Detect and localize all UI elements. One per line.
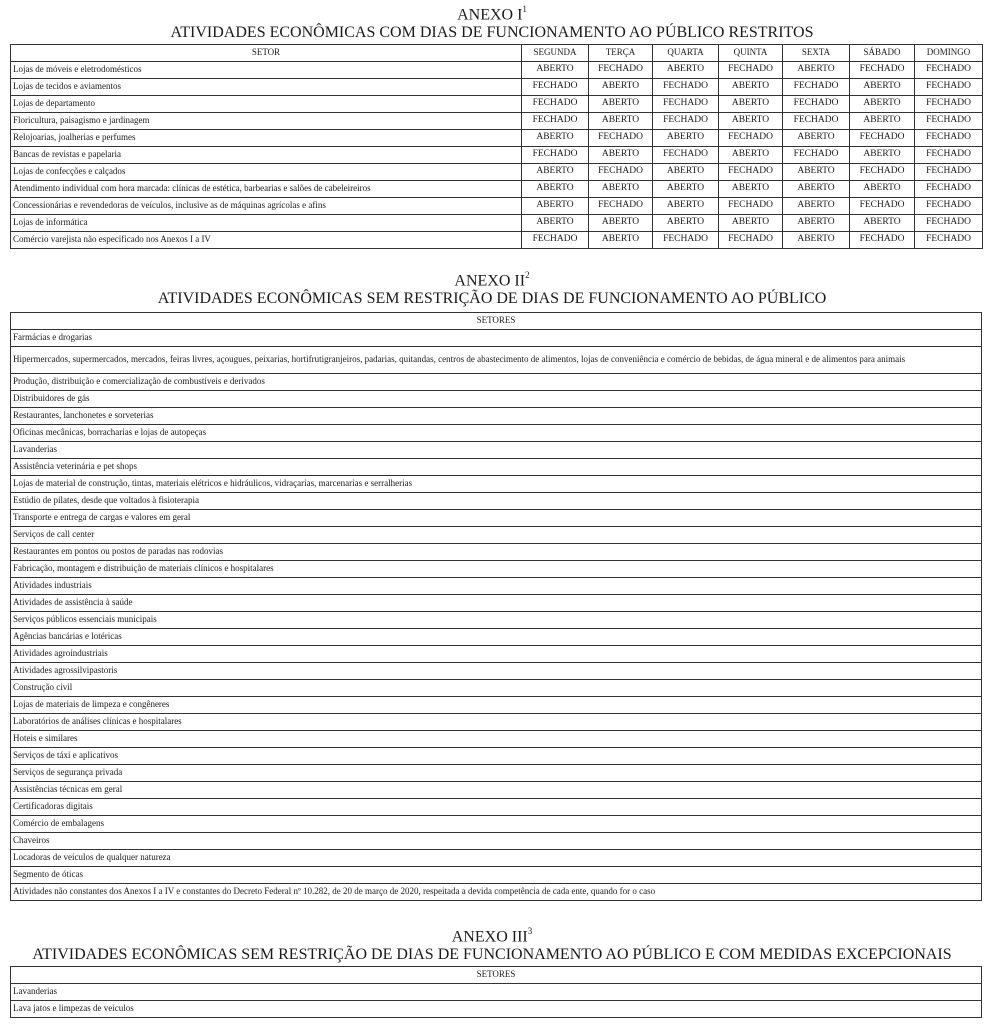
sector-cell: Restaurantes, lanchonetes e sorveterias (11, 408, 982, 425)
table-row (11, 164, 983, 181)
table-row (11, 663, 982, 680)
table-row (11, 330, 982, 347)
status-cell: FECHADO (850, 130, 915, 147)
day-header: QUINTA (719, 45, 783, 62)
annex-2-table (10, 312, 982, 901)
sector-cell: Laboratórios de análises clínicas e hospitalares (11, 714, 982, 731)
status-cell: FECHADO (783, 79, 850, 96)
status-cell: ABERTO (850, 147, 915, 164)
sector-cell: Serviços de call center (11, 527, 982, 544)
sector-cell: Lojas de informática (11, 215, 522, 232)
table-row (11, 1001, 982, 1018)
status-cell: ABERTO (589, 96, 653, 113)
table-row (11, 782, 982, 799)
table-row (11, 493, 982, 510)
table-row (11, 748, 982, 765)
status-cell: ABERTO (589, 232, 653, 249)
status-cell: FECHADO (719, 62, 783, 79)
status-cell: FECHADO (915, 96, 983, 113)
status-cell: ABERTO (850, 79, 915, 96)
status-cell: FECHADO (719, 164, 783, 181)
table-row (11, 147, 983, 164)
sector-cell: Lojas de departamento (11, 96, 522, 113)
status-cell: FECHADO (915, 181, 983, 198)
status-cell: ABERTO (653, 130, 719, 147)
status-cell: ABERTO (719, 79, 783, 96)
status-cell: FECHADO (915, 198, 983, 215)
sector-cell: Lava jatos e limpezas de veículos (11, 1001, 982, 1018)
status-cell: FECHADO (719, 198, 783, 215)
status-cell: ABERTO (783, 164, 850, 181)
table-row (11, 79, 983, 96)
table-row (11, 113, 983, 130)
sector-cell: Agências bancárias e lotéricas (11, 629, 982, 646)
table-row (11, 408, 982, 425)
table-row (11, 232, 983, 249)
status-cell: FECHADO (589, 198, 653, 215)
annex-2-header-row (11, 313, 982, 330)
table-row (11, 816, 982, 833)
sector-cell: Farmácias e drogarias (11, 330, 982, 347)
table-row (11, 612, 982, 629)
annex-1-section (0, 6, 984, 249)
sector-cell: Comércio varejista não especificado nos Anexos I a IV (11, 232, 522, 249)
sector-cell: Restaurantes em pontos ou postos de paradas nas rodovias (11, 544, 982, 561)
table-row (11, 181, 983, 198)
sector-cell: Lavanderias (11, 984, 982, 1001)
day-header: SEGUNDA (522, 45, 589, 62)
table-row (11, 374, 982, 391)
table-row (11, 697, 982, 714)
status-cell: FECHADO (915, 130, 983, 147)
table-row (11, 476, 982, 493)
day-header: QUARTA (653, 45, 719, 62)
status-cell: ABERTO (850, 113, 915, 130)
annex-3-header-row (11, 967, 982, 984)
table-row (11, 850, 982, 867)
sector-cell: Fabricação, montagem e distribuição de materiais clínicos e hospitalares (11, 561, 982, 578)
table-row (11, 680, 982, 697)
table-row (11, 347, 982, 374)
status-cell: ABERTO (522, 198, 589, 215)
table-row (11, 646, 982, 663)
sector-cell: Lavanderias (11, 442, 982, 459)
sector-cell: Produção, distribuição e comercialização de combustíveis e derivados (11, 374, 982, 391)
sector-cell: Construção civil (11, 680, 982, 697)
annex-3-title: ATIVIDADES ECONÔMICAS SEM RESTRIÇÃO DE DIAS DE FUNCIONAMENTO AO PÚBLICO E COM MEDIDAS EXCEPCIONAIS (32, 946, 952, 964)
sector-cell: Lojas de confecções e calçados (11, 164, 522, 181)
sector-cell: Lojas de tecidos e aviamentos (11, 79, 522, 96)
status-cell: FECHADO (653, 113, 719, 130)
annex-1-heading (0, 6, 984, 44)
annex-1-header-row (11, 45, 983, 62)
status-cell: FECHADO (915, 232, 983, 249)
status-cell: ABERTO (719, 147, 783, 164)
table-row (11, 215, 983, 232)
sector-cell: Assistências técnicas em geral (11, 782, 982, 799)
sector-cell: Lojas de material de construção, tintas, materiais elétricos e hidráulicos, vidraçarias, marcenarias e serralherias (11, 476, 982, 493)
sector-cell: Atividades agrossilvipastoris (11, 663, 982, 680)
status-cell: FECHADO (915, 79, 983, 96)
sector-cell: Oficinas mecânicas, borracharias e lojas de autopeças (11, 425, 982, 442)
annex-3-table (10, 966, 982, 1018)
table-row (11, 62, 983, 79)
status-cell: FECHADO (719, 130, 783, 147)
sector-cell: Hipermercados, supermercados, mercados, feiras livres, açougues, peixarias, hortifrutigranjeiros, padarias, quitandas, centros de abastecimento de alimentos, lojas de conveniência e comércio de bebidas, de água mineral e de alimentos para animais (11, 347, 982, 374)
table-row (11, 544, 982, 561)
status-cell: ABERTO (589, 147, 653, 164)
status-cell: FECHADO (653, 96, 719, 113)
status-cell: ABERTO (589, 215, 653, 232)
sector-cell: Comércio de embalagens (11, 816, 982, 833)
table-row (11, 765, 982, 782)
status-cell: ABERTO (719, 215, 783, 232)
annex-2-label: ANEXO II (454, 272, 526, 290)
table-row (11, 96, 983, 113)
table-row (11, 595, 982, 612)
table-row (11, 884, 982, 901)
status-cell: FECHADO (653, 232, 719, 249)
status-cell: FECHADO (522, 147, 589, 164)
table-row (11, 425, 982, 442)
table-row (11, 391, 982, 408)
status-cell: ABERTO (522, 130, 589, 147)
day-header: TERÇA (589, 45, 653, 62)
status-cell: FECHADO (719, 232, 783, 249)
annex-1-footnote-ref: 1 (522, 4, 527, 14)
sector-header: SETOR (11, 45, 522, 62)
annex-2-title: ATIVIDADES ECONÔMICAS SEM RESTRIÇÃO DE DIAS DE FUNCIONAMENTO AO PÚBLICO (157, 290, 827, 308)
status-cell: FECHADO (589, 130, 653, 147)
status-cell: FECHADO (915, 113, 983, 130)
table-row (11, 130, 983, 147)
status-cell: ABERTO (589, 113, 653, 130)
status-cell: FECHADO (783, 113, 850, 130)
sector-cell: Serviços de segurança privada (11, 765, 982, 782)
sector-cell: Bancas de revistas e papelaria (11, 147, 522, 164)
status-cell: ABERTO (653, 164, 719, 181)
status-cell: FECHADO (783, 96, 850, 113)
sector-cell: Assistência veterinária e pet shops (11, 459, 982, 476)
sector-cell: Certificadoras digitais (11, 799, 982, 816)
annex-1-table (10, 44, 983, 249)
sector-cell: Concessionárias e revendedoras de veículos, inclusive as de máquinas agrícolas e afins (11, 198, 522, 215)
status-cell: FECHADO (653, 147, 719, 164)
table-row (11, 629, 982, 646)
table-row (11, 459, 982, 476)
status-cell: ABERTO (783, 130, 850, 147)
status-cell: ABERTO (522, 215, 589, 232)
status-cell: ABERTO (783, 198, 850, 215)
sector-cell: Hoteis e similares (11, 731, 982, 748)
table-row (11, 833, 982, 850)
day-header: SÁBADO (850, 45, 915, 62)
status-cell: FECHADO (915, 147, 983, 164)
sector-cell: Estúdio de pilates, desde que voltados à fisioterapia (11, 493, 982, 510)
table-row (11, 714, 982, 731)
annex-3-label: ANEXO III (451, 928, 528, 946)
annex-3-header-cell: SETORES (11, 967, 982, 984)
status-cell: ABERTO (850, 96, 915, 113)
status-cell: FECHADO (653, 79, 719, 96)
status-cell: FECHADO (589, 62, 653, 79)
sector-cell: Transporte e entrega de cargas e valores em geral (11, 510, 982, 527)
status-cell: ABERTO (719, 181, 783, 198)
table-row (11, 442, 982, 459)
sector-cell: Atividades agroindustriais (11, 646, 982, 663)
status-cell: FECHADO (522, 232, 589, 249)
table-row (11, 510, 982, 527)
status-cell: ABERTO (589, 79, 653, 96)
sector-cell: Serviços de táxi e aplicativos (11, 748, 982, 765)
day-header: DOMINGO (915, 45, 983, 62)
status-cell: FECHADO (522, 113, 589, 130)
annex-2-section (0, 272, 984, 901)
status-cell: ABERTO (522, 181, 589, 198)
annex-1-label: ANEXO I (457, 6, 523, 24)
sector-cell: Floricultura, paisagismo e jardinagem (11, 113, 522, 130)
annex-1-body (11, 62, 983, 249)
status-cell: ABERTO (850, 215, 915, 232)
status-cell: ABERTO (653, 181, 719, 198)
status-cell: FECHADO (522, 79, 589, 96)
status-cell: ABERTO (653, 215, 719, 232)
table-row (11, 867, 982, 884)
sector-cell: Locadoras de veículos de qualquer natureza (11, 850, 982, 867)
sector-cell: Atividades de assistência à saúde (11, 595, 982, 612)
table-row (11, 578, 982, 595)
status-cell: FECHADO (783, 147, 850, 164)
table-row (11, 984, 982, 1001)
annex-3-body (11, 984, 982, 1018)
sector-cell: Lojas de móveis e eletrodomésticos (11, 62, 522, 79)
sector-cell: Atividades não constantes dos Anexos I a IV e constantes do Decreto Federal nº 10.282, de 20 de março de 2020, respeitada a devida competência de cada ente, quando for o caso (11, 884, 982, 901)
status-cell: FECHADO (850, 198, 915, 215)
table-row (11, 198, 983, 215)
status-cell: FECHADO (589, 164, 653, 181)
annex-3-heading (0, 928, 984, 966)
sector-cell: Atividades industriais (11, 578, 982, 595)
sector-cell: Distribuidores de gás (11, 391, 982, 408)
status-cell: ABERTO (522, 62, 589, 79)
table-row (11, 799, 982, 816)
status-cell: FECHADO (915, 62, 983, 79)
annex-2-label-line (0, 272, 984, 289)
annex-1-label-line (0, 6, 984, 23)
status-cell: FECHADO (915, 164, 983, 181)
table-row (11, 561, 982, 578)
annex-1-title: ATIVIDADES ECONÔMICAS COM DIAS DE FUNCIONAMENTO AO PÚBLICO RESTRITOS (170, 24, 814, 42)
sector-cell: Segmento de óticas (11, 867, 982, 884)
status-cell: ABERTO (783, 215, 850, 232)
sector-cell: Serviços públicos essenciais municipais (11, 612, 982, 629)
status-cell: ABERTO (653, 62, 719, 79)
status-cell: ABERTO (719, 96, 783, 113)
status-cell: FECHADO (850, 164, 915, 181)
status-cell: ABERTO (719, 113, 783, 130)
annex-3-section (0, 928, 984, 1018)
status-cell: ABERTO (653, 198, 719, 215)
table-row (11, 527, 982, 544)
annex-2-footnote-ref: 2 (525, 270, 530, 280)
annex-2-body (11, 330, 982, 901)
annex-3-label-line (0, 928, 984, 945)
table-row (11, 731, 982, 748)
annex-2-heading (0, 272, 984, 312)
status-cell: FECHADO (850, 232, 915, 249)
status-cell: ABERTO (589, 181, 653, 198)
status-cell: FECHADO (522, 96, 589, 113)
status-cell: ABERTO (522, 164, 589, 181)
status-cell: ABERTO (783, 232, 850, 249)
status-cell: ABERTO (850, 181, 915, 198)
annex-3-footnote-ref: 3 (527, 926, 533, 936)
sector-cell: Chaveiros (11, 833, 982, 850)
sector-cell: Atendimento individual com hora marcada: clínicas de estética, barbearias e salões de cabeleireiros (11, 181, 522, 198)
status-cell: ABERTO (783, 62, 850, 79)
sector-cell: Relojoarias, joalherias e perfumes (11, 130, 522, 147)
status-cell: FECHADO (850, 62, 915, 79)
annex-2-header-cell: SETORES (11, 313, 982, 330)
day-header: SEXTA (783, 45, 850, 62)
status-cell: ABERTO (783, 181, 850, 198)
sector-cell: Lojas de materiais de limpeza e congêneres (11, 697, 982, 714)
status-cell: FECHADO (915, 215, 983, 232)
